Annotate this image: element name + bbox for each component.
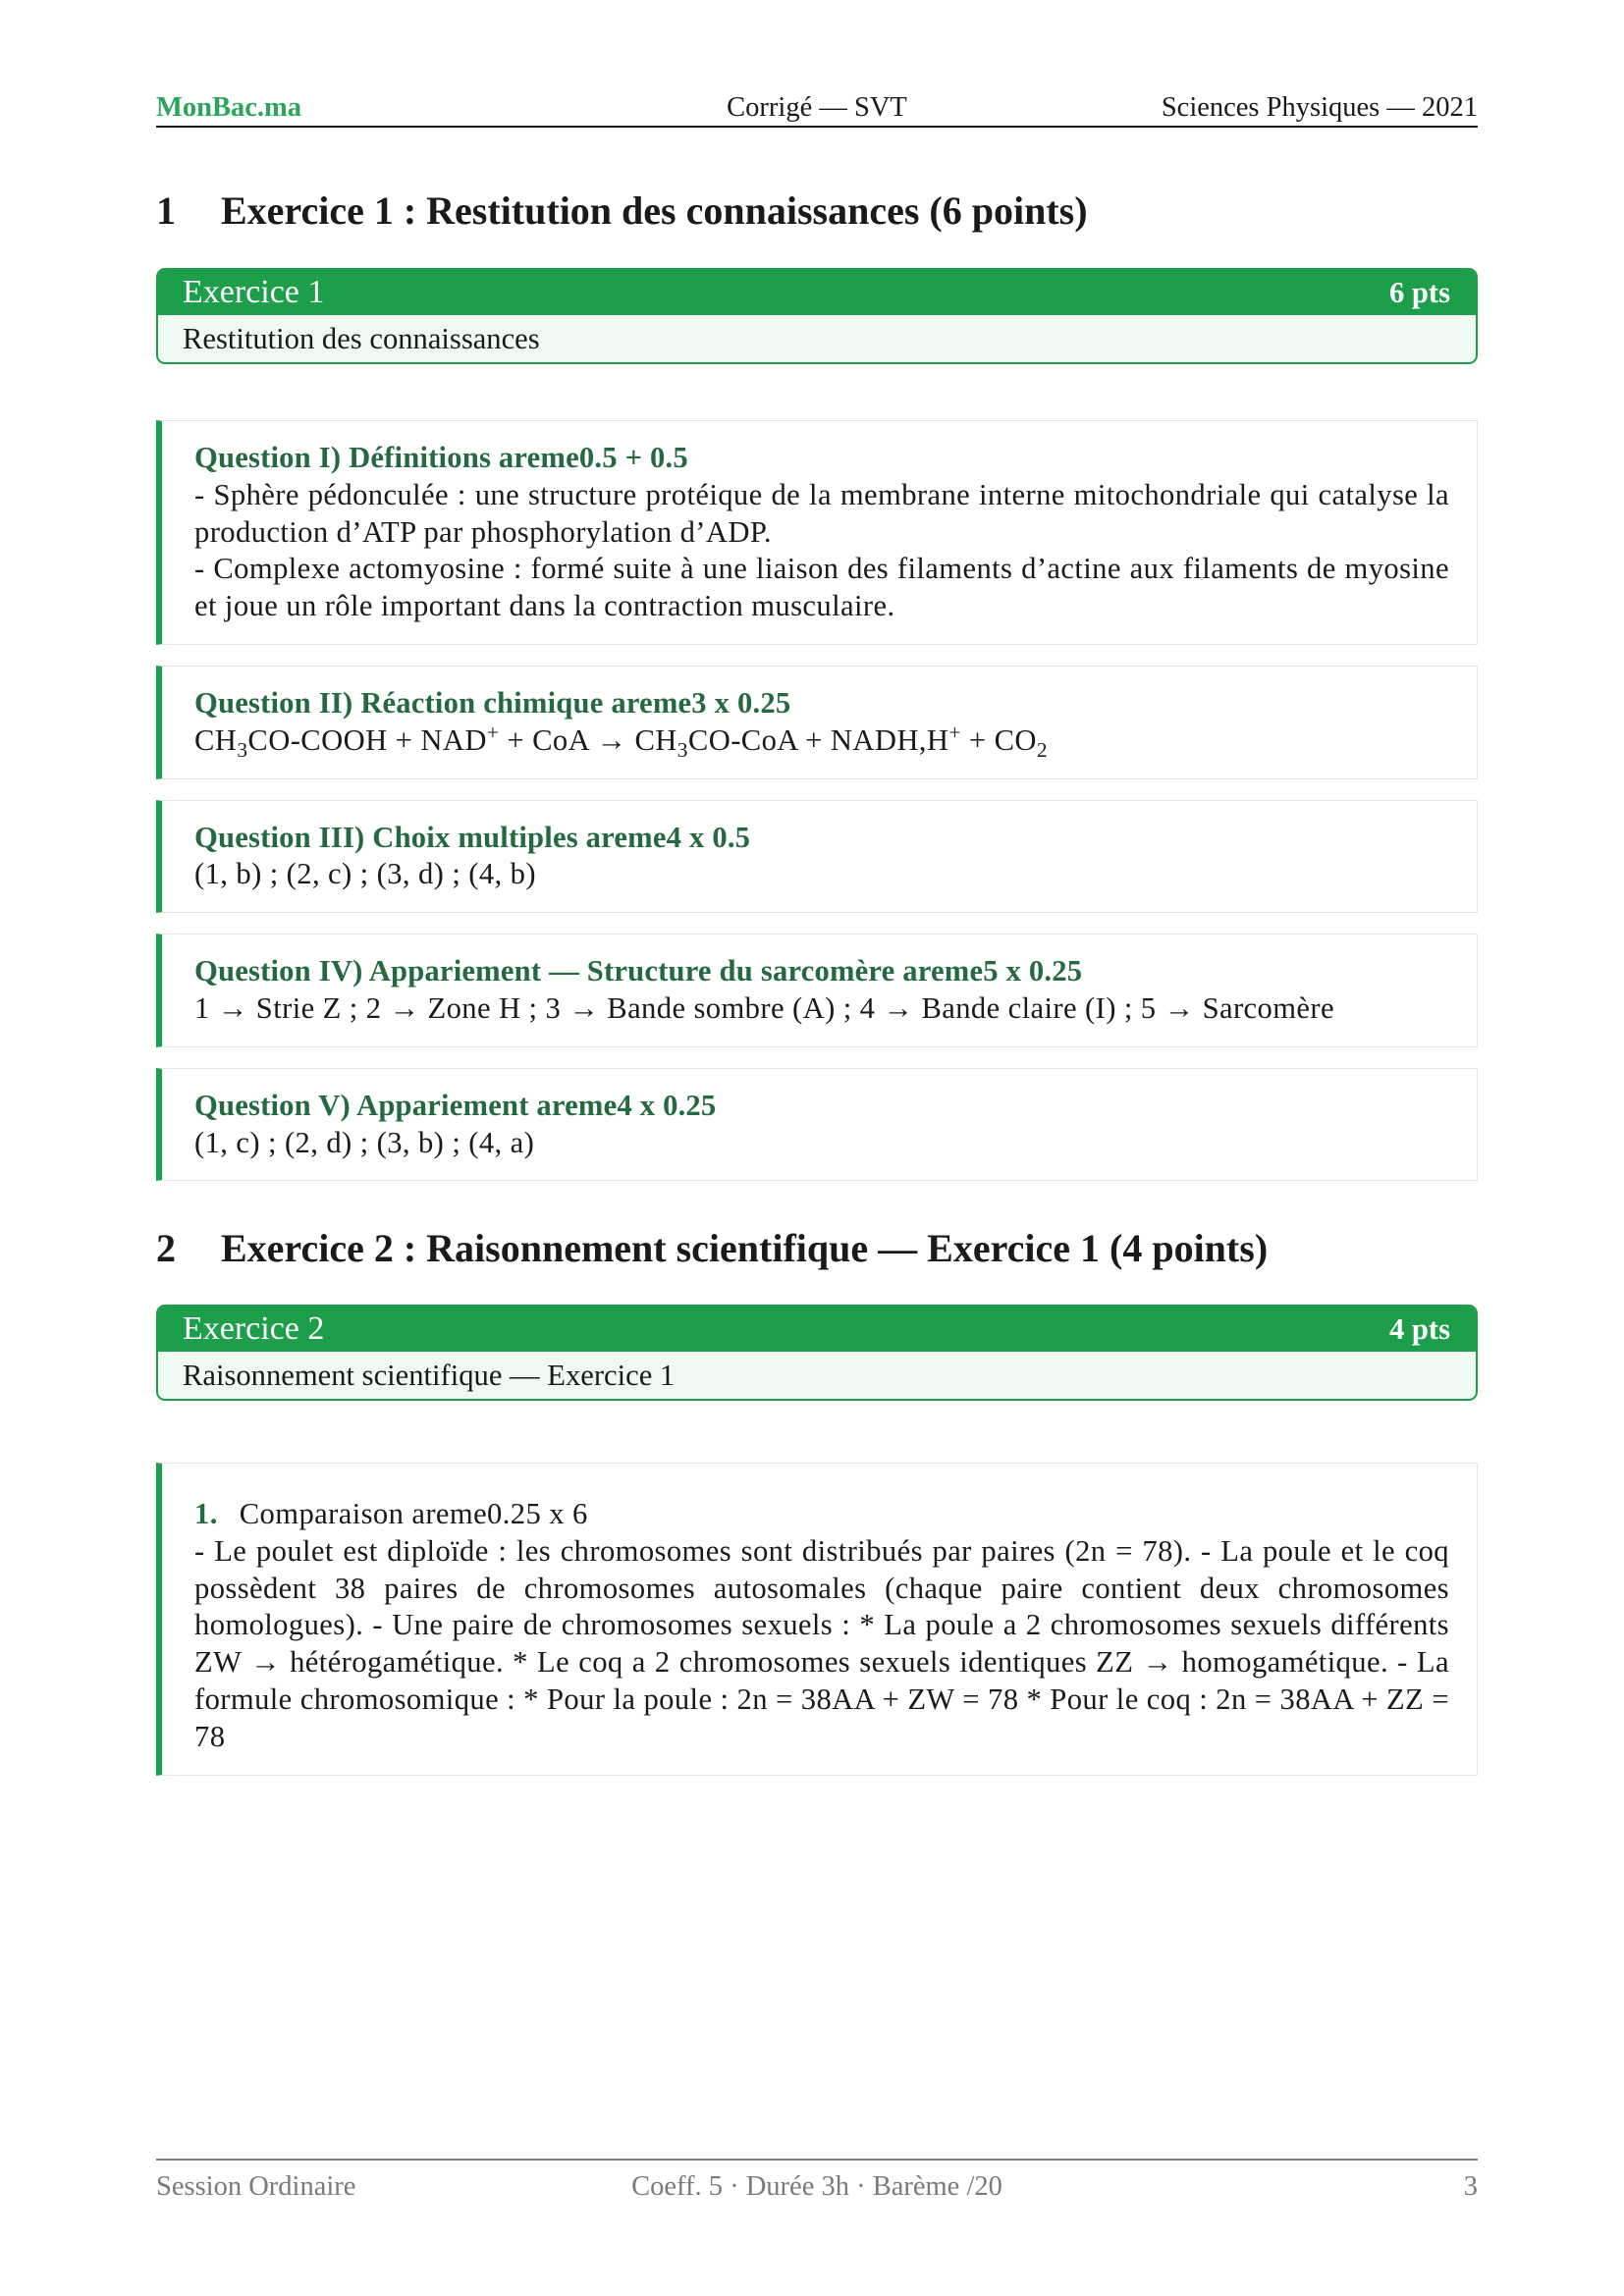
page-header: [156, 89, 1478, 127]
section-title: Exercice 2 : Raisonnement scientifique — Exercice 1 (4 points): [221, 1226, 1269, 1270]
header-rule: [156, 126, 1478, 128]
exercise-box-subtitle: Restitution des connaissances: [183, 322, 540, 355]
equation-text: CO-CoA + NADH,H: [687, 722, 949, 757]
chemical-equation: [194, 722, 1449, 760]
section-number: 2: [156, 1226, 176, 1270]
question-list-1: [156, 420, 1478, 1201]
exercise-box-title: Exercice 2: [183, 1310, 325, 1347]
question-title: Question II) Réaction chimique areme3 x 0.25: [194, 685, 791, 720]
equation-text: CH: [194, 722, 238, 757]
item-number: 1.: [194, 1497, 218, 1530]
answer-item-heading: [194, 1496, 1449, 1533]
question-block: [156, 666, 1478, 779]
equation-subscript: 3: [677, 737, 688, 762]
exercise-box-header: [158, 1307, 1476, 1352]
equation-text: + CoA → CH: [499, 722, 677, 757]
exercise-box-title: Exercice 1: [183, 274, 325, 310]
question-block: [156, 934, 1478, 1047]
equation-text: CO-COOH + NAD: [247, 722, 487, 757]
page-footer: [156, 2168, 1478, 2206]
footer-exam-info: Coeff. 5 · Durée 3h · Barème /20: [631, 2171, 1002, 2202]
answer-line: (1, b) ; (2, c) ; (3, d) ; (4, b): [194, 857, 536, 891]
question-block: [156, 420, 1478, 645]
answer-item-block: [156, 1463, 1478, 1776]
brand-name: MonBac.ma: [156, 92, 302, 123]
item-answer-text: - Le poulet est diploïde : les chromosomes sont distribués par paires (2n = 78). - La poule et le coq possèdent 38 paires de chromosomes autosomales (chaque paire contient deux chromosomes homologues). - Une paire de chromosomes sexuels : * La poule a 2 chromosomes sexuels différents ZW → hétérogamétique. * Le coq a 2 chromosomes sexuels identiques ZZ → homogamétique. - La formule chromosomique : * Pour la poule : 2n = 38AA + ZW = 78 * Pour le coq : 2n = 38AA + ZZ = 78: [194, 1533, 1449, 1753]
section-heading-2: [156, 1225, 1478, 1272]
equation-text: + CO: [960, 722, 1037, 757]
exercise-box-1: [156, 268, 1478, 364]
equation-superscript: +: [948, 720, 961, 744]
exercise-box-header: [158, 270, 1476, 315]
header-series: Sciences Physiques — 2021: [1161, 92, 1478, 123]
equation-subscript: 2: [1036, 737, 1049, 762]
exercise-box-subtitle: Raisonnement scientifique — Exercice 1: [183, 1359, 676, 1392]
answer-line: - Sphère pédonculée : une structure protéique de la membrane interne mitochondriale qui catalyse la production d’ATP par phosphorylation d’ADP.: [194, 477, 1449, 549]
question-list-2: [156, 1463, 1478, 1796]
header-subject: Corrigé — SVT: [727, 92, 907, 123]
question-title: Question V) Appariement areme4 x 0.25: [194, 1088, 717, 1122]
answer-line: 1 → Strie Z ; 2 → Zone H ; 3 → Bande sombre (A) ; 4 → Bande claire (I) ; 5 → Sarcomère: [194, 990, 1334, 1025]
section-number: 1: [156, 188, 176, 233]
question-title: Question III) Choix multiples areme4 x 0.5: [194, 820, 751, 854]
page-number: 3: [1463, 2171, 1478, 2202]
exercise-box-2: [156, 1305, 1478, 1401]
exercise-box-points: 4 pts: [1388, 1311, 1450, 1346]
item-title: Comparaison areme0.25 x 6: [239, 1497, 588, 1530]
answer-line: - Complexe actomyosine : formé suite à une liaison des filaments d’actine aux filaments de myosine et joue un rôle important dans la contraction musculaire.: [194, 552, 1449, 623]
question-title: Question I) Définitions areme0.5 + 0.5: [194, 441, 688, 474]
question-title: Question IV) Appariement — Structure du sarcomère areme5 x 0.25: [194, 954, 1083, 988]
question-block: [156, 800, 1478, 914]
section-title: Exercice 1 : Restitution des connaissances (6 points): [221, 188, 1088, 233]
footer-rule: [156, 2159, 1478, 2161]
exercise-box-points: 6 pts: [1388, 275, 1450, 309]
answer-line: (1, c) ; (2, d) ; (3, b) ; (4, a): [194, 1125, 535, 1159]
section-heading-1: [156, 187, 1478, 235]
equation-superscript: +: [486, 720, 500, 744]
equation-subscript: 3: [237, 737, 248, 762]
question-block: [156, 1068, 1478, 1182]
footer-session: Session Ordinaire: [156, 2171, 356, 2202]
